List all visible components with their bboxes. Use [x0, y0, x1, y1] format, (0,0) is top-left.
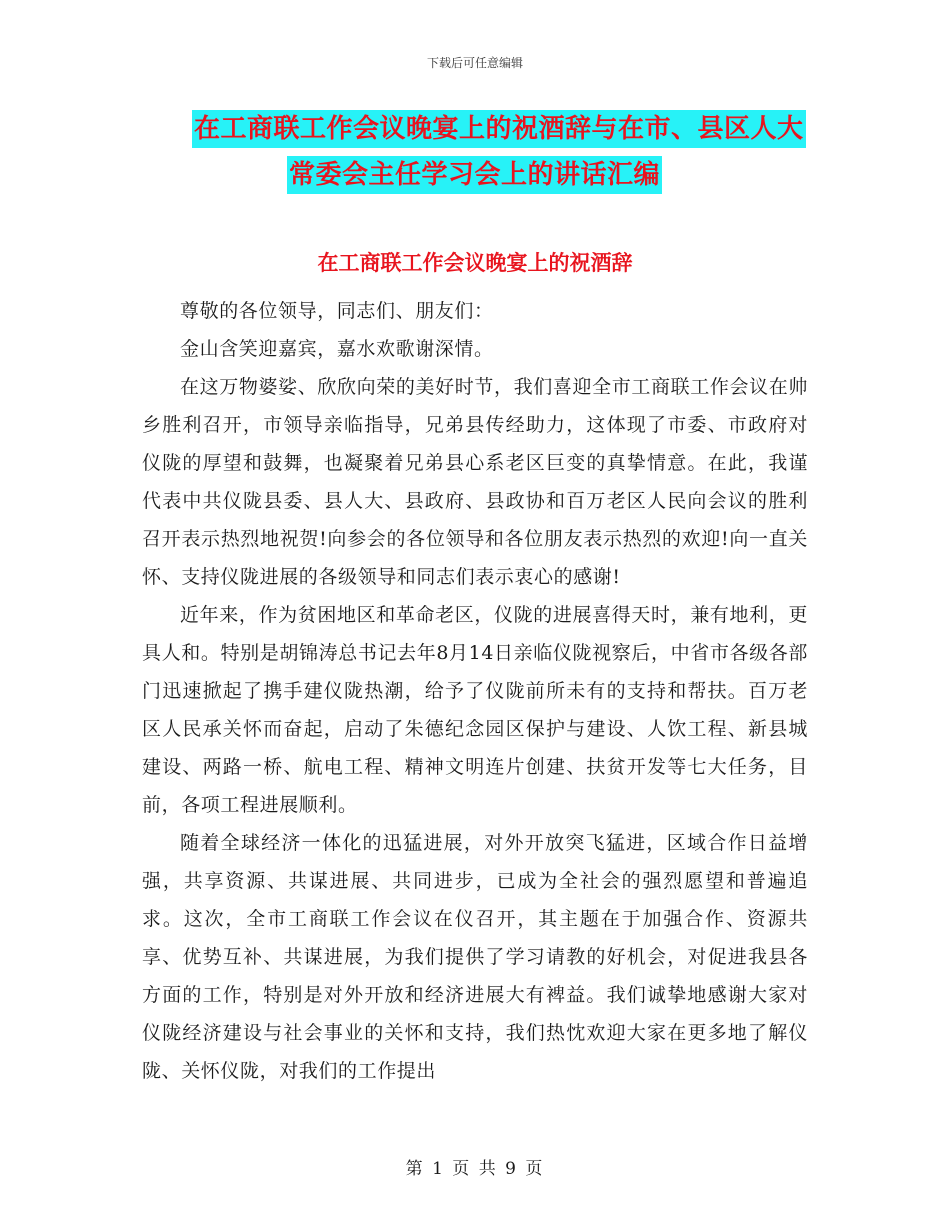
paragraph: 在这万物婆娑、欣欣向荣的美好时节，我们喜迎全市工商联工作会议在帅乡胜利召开，市领导亲临指导，兄弟县传经助力，这体现了市委、市政府对仪陇的厚望和鼓舞，也凝聚着兄弟县心系老区巨变的真挚情意。在此，我谨代表中共仪陇县委、县人大、县政府、县政协和百万老区人民向会议的胜利召开表示热烈地祝贺!向参会的各位领导和各位朋友表示热烈的欢迎!向一直关怀、支持仪陇进展的各级领导和同志们表示衷心的感谢!	[142, 376, 808, 588]
paragraph: 近年来，作为贫困地区和革命老区，仪陇的进展喜得天时，兼有地利，更具人和。特别是胡锦涛总书记去年8月14日亲临仪陇视察后，中省市各级各部门迅速掀起了携手建仪陇热潮，给予了仪陇前所未有的支持和帮扶。百万老区人民承关怀而奋起，启动了朱德纪念园区保护与建设、人饮工程、新县城建设、两路一桥、航电工程、精神文明连片创建、扶贫开发等七大任务，目前，各项工程进展顺利。	[142, 604, 808, 816]
paragraph-salutation: 尊敬的各位领导，同志们、朋友们：	[180, 300, 494, 322]
page-header: 下载后可任意编辑	[426, 56, 523, 70]
page-footer: 第 1 页 共 9 页	[405, 1159, 545, 1179]
paragraph: 随着全球经济一体化的迅猛进展，对外开放突飞猛进，区域合作日益增强，共享资源、共谋进展、共同进步，已成为全社会的强烈愿望和普遍追求。这次，全市工商联工作会议在仪召开，其主题在于加强合作、资源共享、优势互补、共谋进展，为我们提供了学习请教的好机会，对促进我县各方面的工作，特别是对外开放和经济进展大有裨益。我们诚挚地感谢大家对仪陇经济建设与社会事业的关怀和支持，我们热忱欢迎大家在更多地了解仪陇、关怀仪陇，对我们的工作提出	[142, 832, 808, 1082]
title-line-1: 在工商联工作会议晚宴上的祝酒辞与在市、县区人大	[192, 110, 806, 148]
paragraph-opening: 金山含笑迎嘉宾，嘉水欢歌谢深情。	[180, 338, 494, 360]
title-line-2: 常委会主任学习会上的讲话汇编	[287, 156, 662, 194]
section-title: 在工商联工作会议晚宴上的祝酒辞	[317, 250, 633, 275]
body-text	[142, 292, 808, 1090]
